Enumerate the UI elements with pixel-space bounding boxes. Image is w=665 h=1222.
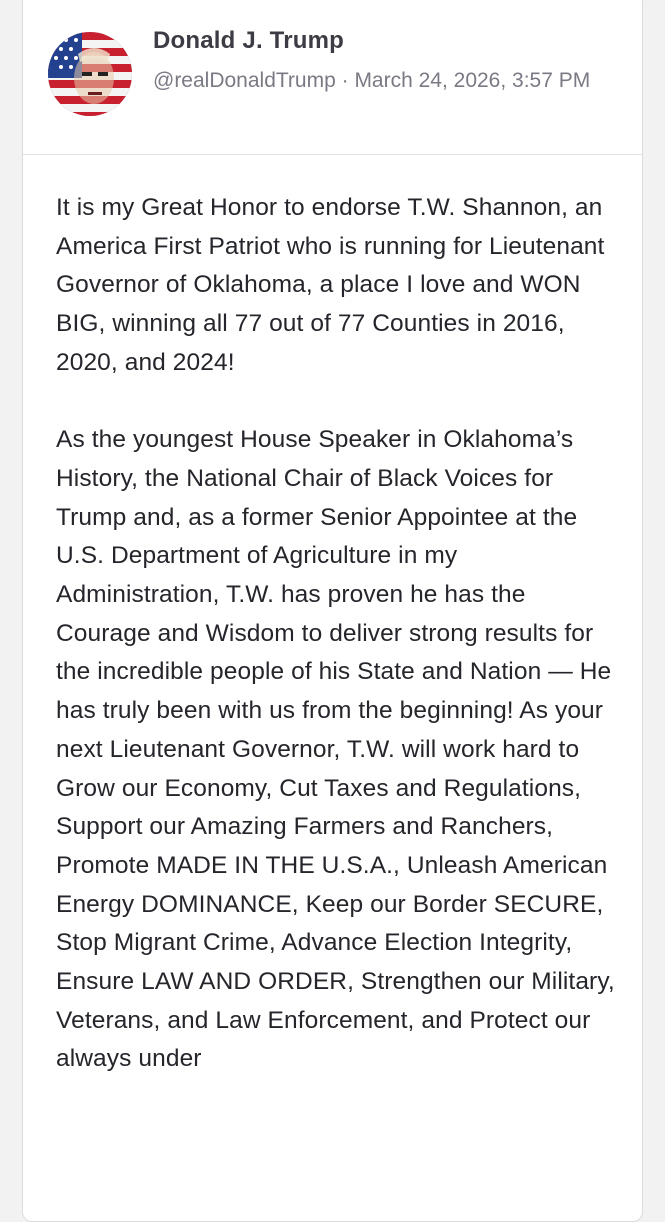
post-paragraph-2: As the youngest House Speaker in Oklahoma’s History, the National Chair of Black Voices for Trump and, as a former Senior Appointee at the U.S. Department of Agriculture in my Administration, T.W. has proven he has the Courage and Wisdom to deliver strong results for the incredible people of his State and Nation — He has truly been with us from the beginning! As your next Lieutenant Governor, T.W. will work hard to Grow our Economy, Cut Taxes and Regulations, Support our Amazing Farmers and Ranchers, Promote MADE IN THE U.S.A., Unleash American Energy DOMINANCE, Keep our Border SECURE, Stop Migrant Crime, Advance Election Integrity, Ensure LAW AND ORDER, Strengthen our Military, Veterans, and Law Enforcement, and Protect our always under [56, 426, 615, 1073]
flag-portrait-icon [48, 32, 132, 116]
author-name[interactable]: Donald J. Trump [153, 27, 345, 54]
post-body [56, 189, 616, 1118]
post-card [22, 0, 643, 1222]
avatar[interactable] [48, 32, 132, 116]
post-header [23, 0, 642, 155]
post-meta[interactable]: @realDonaldTrump · March 24, 2026, 3:57 PM [153, 69, 591, 92]
post-paragraph-1: It is my Great Honor to endorse T.W. Shannon, an America First Patriot who is running for Lieutenant Governor of Oklahoma, a place I love and WON BIG, winning all 77 out of 77 Counties in 2016, 2020, and 2024! [56, 194, 605, 376]
